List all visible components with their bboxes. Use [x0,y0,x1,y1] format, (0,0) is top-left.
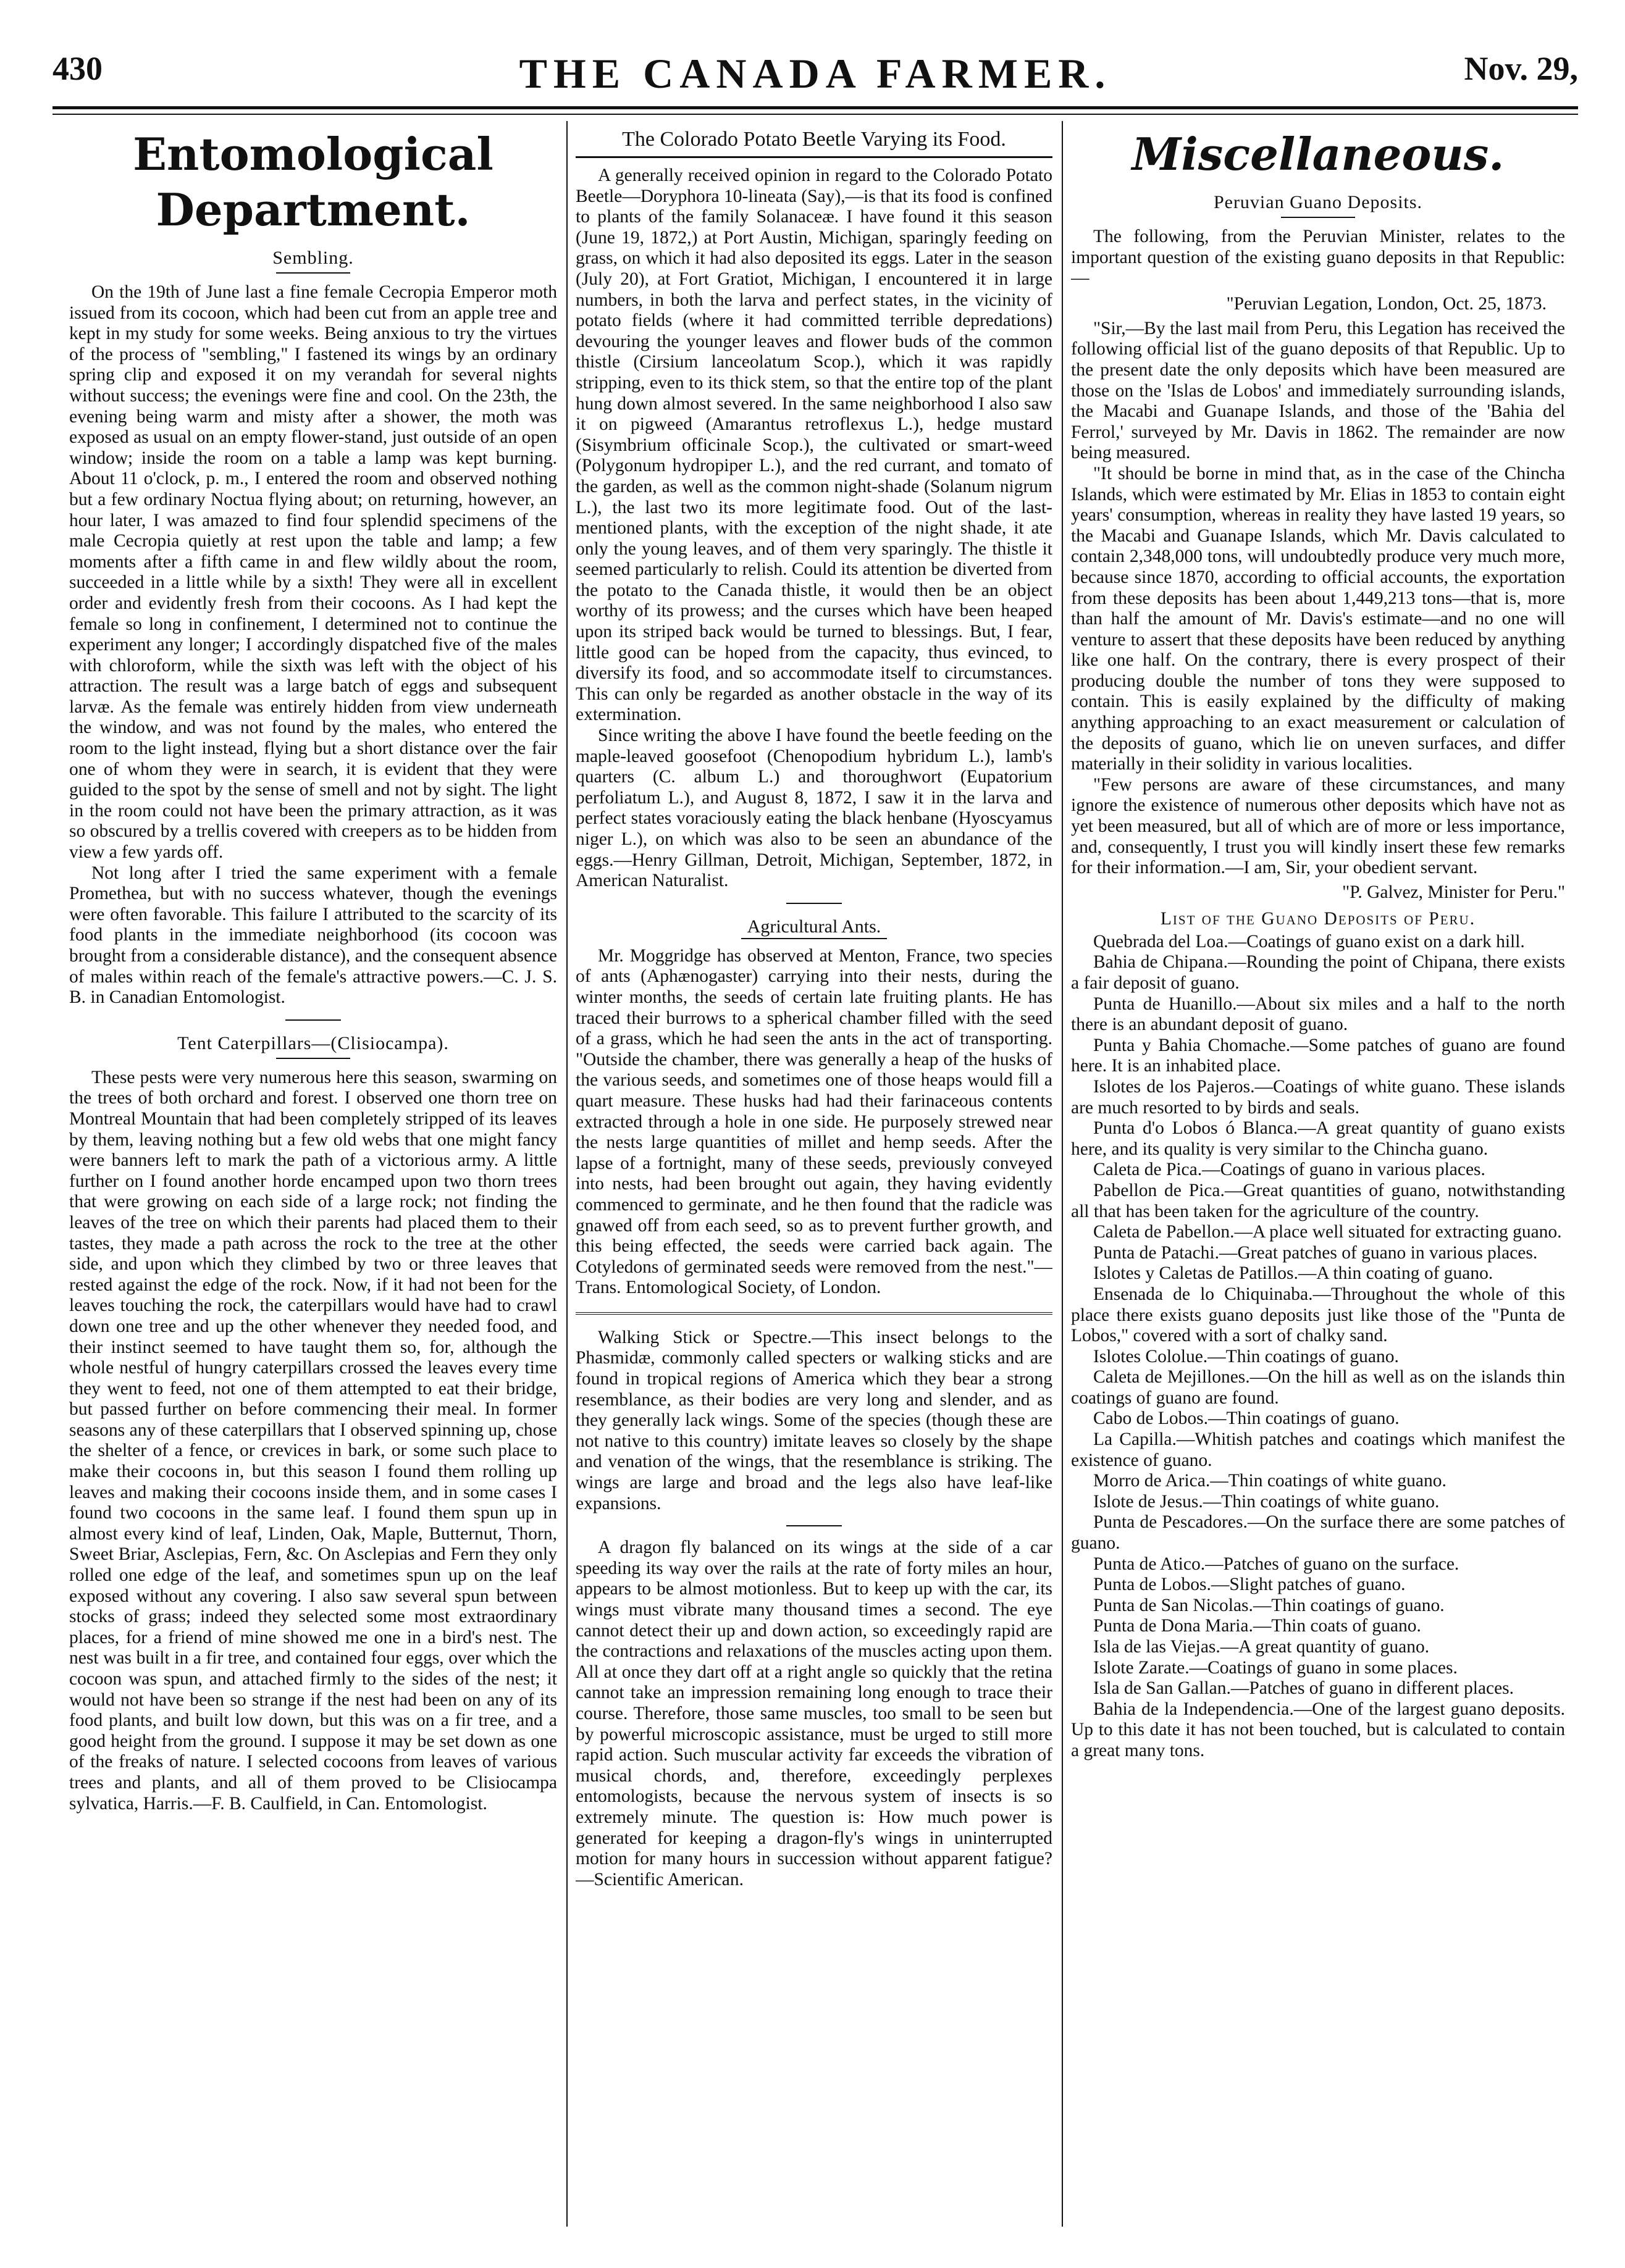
paragraph: "Sir,—By the last mail from Peru, this Legation has received the following official list of the guano deposits of that Republic. Up to the present date the only deposits which have been measured are those on the 'Islas de Lobos' and immediately surrounding islands, the Macabi and Guanape Islands, and those of the 'Bahia del Ferrol,' surveyed by Mr. Davis in 1862. The remainder are now being measured. [1071,318,1565,463]
list-item: Quebrada del Loa.—Coatings of guano exist on a dark hill. [1093,931,1525,952]
list-item: La Capilla.—Whitish patches and coatings which manifest the existence of guano. [1071,1429,1565,1470]
list-item: Islote de Jesus.—Thin coatings of white guano. [1093,1491,1440,1512]
title-rule [276,272,350,274]
paragraph: The following, from the Peruvian Minister, relates to the important question of the existing guano deposits in that Republic:— [1071,227,1565,288]
separator [786,1525,842,1526]
paragraph: Not long after I tried the same experiment with a female Promethea, but with no success whatever, though the evenings were often favorable. This failure I attributed to the scarcity of its food plants in the immediate neighborhood (its cocoon was brought from a considerable distance), and the consequent absence of males within reach of the female's attractive powers.—C. J. S. B. in Canadian Entomologist. [69,863,557,1008]
list-item: Caleta de Pica.—Coatings of guano in various places. [1093,1160,1485,1180]
list-item: Islotes y Caletas de Patillos.—A thin coating of guano. [1093,1263,1493,1284]
article-title-text: Agricultural Ants. [741,916,888,939]
signature: "P. Galvez, Minister for Peru." [1342,882,1565,902]
list-item: Pabellon de Pica.—Great quantities of guano, notwithstanding all that has been taken for the agriculture of the country. [1071,1180,1565,1221]
paragraph: Since writing the above I have found the beetle feeding on the maple-leaved goosefoot (Chenopodium hybridum L.), lamb's quarters (C. album L.) and thoroughwort (Eupatorium perfoliatum L.), and August 8, 1872, I saw it in the larva and perfect states voraciously eating the black henbane (Hyoscyamus niger L.), on which was also to be seen an abundance of the eggs.—Henry Gillman, Detroit, Michigan, September, 1872, in American Naturalist. [576,726,1052,891]
paragraph: A dragon fly balanced on its wings at the side of a car speeding its way over the rails at the rate of forty miles an hour, appears to be almost motionless. But to keep up with the car, its wings must vibrate many thousand times a second. The eye cannot detect their up and down action, so exceedingly rapid are the contractions and relaxations of the muscles acting upon them. All at once they dart off at a right angle so quickly that the retina cannot take an impression remaining long enough to trace their course. Therefore, those same muscles, too small to be seen but by powerful microscopic assistance, must be urged to still more rapid action. Such muscular activity far exceeds the vibration of musical chords, and, therefore, exceedingly perplexes entomologists, because the nervous system of insects is so extremely minute. The question is: How much power is generated for keeping a dragon-fly's wings in uninterrupted motion for many hours in succession without apparent fatigue?—Scientific American. [576,1538,1052,1889]
list-item: Caleta de Pabellon.—A place well situated for extracting guano. [1093,1222,1562,1242]
list-item: Caleta de Mejillones.—On the hill as well as on the islands thin coatings of guano are found. [1071,1367,1565,1408]
list-item: Punta y Bahia Chomache.—Some patches of guano are found here. It is an inhabited place. [1071,1035,1565,1076]
column-divider [1062,121,1063,2227]
issue-date: Nov. 29, [1464,50,1578,87]
list-item: Cabo de Lobos.—Thin coatings of guano. [1093,1408,1400,1429]
article-title [576,915,1052,939]
page-number: 430 [52,50,103,87]
list-item: Isla de San Gallan.—Patches of guano in different places. [1093,1678,1514,1699]
column-entomological [69,127,557,2226]
list-item: Punta d'o Lobos ó Blanca.—A great quantity of guano exists here, and its quality is very similar to the Chincha guano. [1071,1118,1565,1159]
header-rule [52,114,1578,115]
paragraph: On the 19th of June last a fine female Cecropia Emperor moth issued from its cocoon, which had been cut from an apple tree and kept in my study for some weeks. Being anxious to try the virtues of the process of "sembling," I fastened its wings by an ordinary spring clip and exposed it on my verandah for several nights without success; the evenings were fine and cool. On the 23th, the evening being warm and misty after a shower, the moth was exposed as usual on an empty flower-stand, just outside of an open window; inside the room on a table a lamp was kept burning. About 11 o'clock, p. m., I entered the room and observed nothing but a few ordinary Noctua flying about; on returning, however, an hour later, I was amazed to find four splendid specimens of the male Cecropia quietly at rest upon the table and lamp; a few moments after a fifth came in and flew wildly about the room, succeeded in a little while by a sixth! They were all in excellent order and evidently fresh from their cocoons. As I had kept the female so long in confinement, I determined not to continue the experiment any longer; I accordingly dispatched five of the males with chloroform, while the sixth was left with the object of his attraction. The result was a large batch of eggs and subsequent larvæ. As the female was entirely hidden from view underneath the window, and was not found by the males, who entered the room to the light instead, flying but a short distance over the fair one of whom they were in search, it is evident that they were guided to the spot by the sense of smell and not by sight. The light in the room could not have been the primary attraction, as it was so obscured by a trellis covered with creepers as to be hidden from view a few yards off. [69,282,557,863]
list-item: Punta de Atico.—Patches of guano on the surface. [1093,1554,1459,1574]
list-item: Ensenada de lo Chiquinaba.—Throughout the whole of this place there exists guano deposits just like those of the "Punta de Lobos," covered with a sort of chalky sand. [1071,1284,1565,1346]
paragraph: "It should be borne in mind that, as in the case of the Chincha Islands, which were estimated by Mr. Elias in 1853 to contain eight years' consumption, whereas in reality they have lasted 19 years, so the Macabi and Guanape Islands, which Mr. Davis calculated to contain 2,348,000 tons, will undoubtedly produce very much more, because since 1870, according to official accounts, the exportation from these deposits has been about 1,449,213 tons—that is, more than half the amount of Mr. Davis's estimate—and no one will venture to assert that these deposits have been reduced by anything like one half. On the contrary, there is every prospect of their producing double the number of tons they were supposed to contain. This is easily explained by the difficulty of making anything approaching to an exact measurement or calculation of the deposits of guano, which lie on uneven surfaces, and differ materially in their solidity in various localities. [1071,463,1565,774]
list-item: Punta de Dona Maria.—Thin coats of guano. [1093,1616,1421,1636]
section-title: Entomological Department. [133,128,493,236]
title-rule [1281,217,1355,218]
article-title: The Colorado Potato Beetle Varying its Food. [576,127,1052,158]
article-title: Sembling. [272,248,354,268]
list-item: Punta de Pescadores.—On the surface there are some patches of guano. [1071,1512,1565,1554]
list-item: Islotes de los Pajeros.—Coatings of white guano. These islands are much resorted to by birds and seals. [1071,1076,1565,1118]
list-item: Punta de Lobos.—Slight patches of guano. [1093,1575,1406,1595]
newspaper-title: THE CANADA FARMER. [519,50,1112,97]
separator [285,1019,341,1021]
masthead [52,49,1578,109]
paragraph: "Few persons are aware of these circumstances, and many ignore the existence of numerous other deposits which have not as yet been measured, but all of which are of more or less importance, and, consequently, I trust you will kindly insert these few remarks for their information.—I am, Sir, your obedient servant. [1071,774,1565,878]
separator [576,1312,1052,1316]
section-title: Miscellaneous. [1132,128,1505,180]
list-title: List of the Guano Deposits of Peru. [1160,908,1476,929]
list-item: Isla de las Viejas.—A great quantity of guano. [1093,1637,1430,1657]
article-title: Tent Caterpillars—(Clisiocampa). [177,1032,449,1053]
paragraph: These pests were very numerous here this season, swarming on the trees of both orchard and forest. I observed one thorn tree on Montreal Mountain that had been completely stripped of its leaves by them, leaving nothing but a few old webs that one might fancy were banners left to mark the path of a victorious army. A little further on I found another horde encamped upon two thorn trees that were growing on each side of a large rock; not finding the leaves of the tree on which their parents had placed them to their tastes, they made a path across the rock to the tree at the other side, and upon which they climbed by two or three leaves that rested against the edge of the rock. Now, if it had not been for the leaves touching the rock, the caterpillars would have had to crawl down one tree and up the other whenever they needed food, and their instinct seemed to have taught them so, for, although the whole nestful of hungry caterpillars crossed the leaves every time they went to feed, not one of them attempted to eat their bridge, but passed further on before commencing their meal. In former seasons any of these caterpillars that I observed spinning up, chose the shelter of a fence, or crevices in bark, or some such place to make their cocoons in, but this season I found them rolling up leaves and making their cocoons inside them, and in some cases I found two cocoons in the same leaf. I found them spun up in almost every kind of leaf, Linden, Oak, Maple, Butternut, Thorn, Sweet Briar, Asclepias, Fern, &c. On Asclepias and Fern they only rolled one edge of the leaf, and sometimes spun up on the leaf exposed without any covering. I also saw several spun between stocks of grass; indeed they selected some most extraordinary places, for a friend of mine showed me one in a bird's nest. The nest was built in a fir tree, and contained four eggs, over which the cocoon was spun, and attached firmly to the sides of the nest; it would not have been so strange if the nest had been on any of its food plants, and built low down, but this was on a fir tree, and a good height from the ground. I suppose it may be set down as one of the freaks of nature. I selected cocoons from leaves of various trees and plants, and all of them proved to be Clisiocampa sylvatica, Harris.—F. B. Caulfield, in Can. Entomologist. [69,1067,557,1814]
paragraph: Walking Stick or Spectre.—This insect belongs to the Phasmidæ, commonly called specters or walking sticks and are found in tropical regions of America which they bear a strong resemblance, as their bodies are very long and slender, and as they generally lack wings. Some of the species (though these are not native to this country) imitate leaves so closely by the shape and venation of the wings, that the resemblance is striking. The wings are large and broad and the legs also have leaf-like expansions. [576,1327,1052,1513]
list-item: Punta de Huanillo.—About six miles and a half to the north there is an abundant deposit of guano. [1071,994,1565,1035]
list-item: Islote Zarate.—Coatings of guano in some places. [1093,1657,1458,1678]
paragraph: A generally received opinion in regard to the Colorado Potato Beetle—Doryphora 10-lineata (Say),—is that its food is confined to plants of the family Solanaceæ. I have found it this season (June 19, 1872,) at Port Austin, Michigan, sparingly feeding on grass, on which it had also deposited its eggs. Later in the season (July 20), at Fort Gratiot, Michigan, I encountered it in large numbers, in both the larva and perfect states, in the vicinity of potato fields (where it had committed terrible depredations) devouring the younger leaves and flower buds of the common thistle (Cirsium lanceolatum Scop.), which it was rapidly stripping, even to its thick stem, so that the entire top of the plant hung down almost severed. In the same neighborhood I also saw it on pigweed (Amarantus retroflexus L.), hedge mustard (Sisymbrium officinale Scop.), the cultivated or smart-weed (Polygonum hydropiper L.), and the red currant, and tomato of the garden, as well as the common night-shade (Solanum nigrum L.), the last two its more legitimate food. Out of the last-mentioned plants, with the exception of the night shade, it ate only the young leaves, and of them very sparingly. The thistle it seemed particularly to relish. Could its attention be diverted from the potato to the Canada thistle, it would then be an object worthy of its prowess; and the curses which have been heaped upon its striped back would be turned to blessings. But, I fear, little good can be hoped from the capacity, thus evinced, to diversify its food, and so accommodate itself to circumstances. This can only be regarded as another obstacle in the way of its extermination. [576,165,1052,725]
column-divider [566,121,568,2227]
list-item: Bahia de la Independencia.—One of the largest guano deposits. Up to this date it has not been touched, but is calculated to contain a great many tons. [1071,1699,1565,1760]
paragraph: Mr. Moggridge has observed at Menton, France, two species of ants (Aphænogaster) carrying into their nests, during the winter months, the seeds of certain late fruiting plants. He has traced their burrows to a spherical chamber filled with the seed of a grass, which he had seen the ants in the act of transporting. "Outside the chamber, there was generally a heap of the husks of the various seeds, and sometimes one of those heaps would fill a quart measure. These husks had had their farinaceous contents extracted through a hole in one side. He purposely strewed near the nests large quantities of millet and hemp seeds. After the lapse of a fortnight, many of these seeds, previously conveyed into nests, had been brought out again, they having evidently commenced to germinate, and he then found that the radicle was gnawed off from each seed, so as to prevent further growth, and this being effected, the seeds were carried back again. The Cotyledons of germinated seeds were removed from the nest."—Trans. Entomological Society, of London. [576,945,1052,1298]
list-item: Bahia de Chipana.—Rounding the point of Chipana, there exists a fair deposit of guano. [1071,952,1565,993]
list-item: Islotes Cololue.—Thin coatings of guano. [1093,1346,1399,1366]
guano-list [1071,932,1565,1762]
separator [786,903,842,904]
list-item: Morro de Arica.—Thin coatings of white guano. [1093,1471,1447,1491]
title-rule [276,1058,350,1059]
list-item: Punta de Patachi.—Great patches of guano in various places. [1093,1242,1538,1263]
column-articles [576,127,1052,2226]
column-miscellaneous [1071,127,1565,2226]
article-title: Peruvian Guano Deposits. [1213,192,1423,212]
dateline: "Peruvian Legation, London, Oct. 25, 1873. [1226,293,1547,314]
list-item: Punta de San Nicolas.—Thin coatings of guano. [1093,1595,1445,1615]
